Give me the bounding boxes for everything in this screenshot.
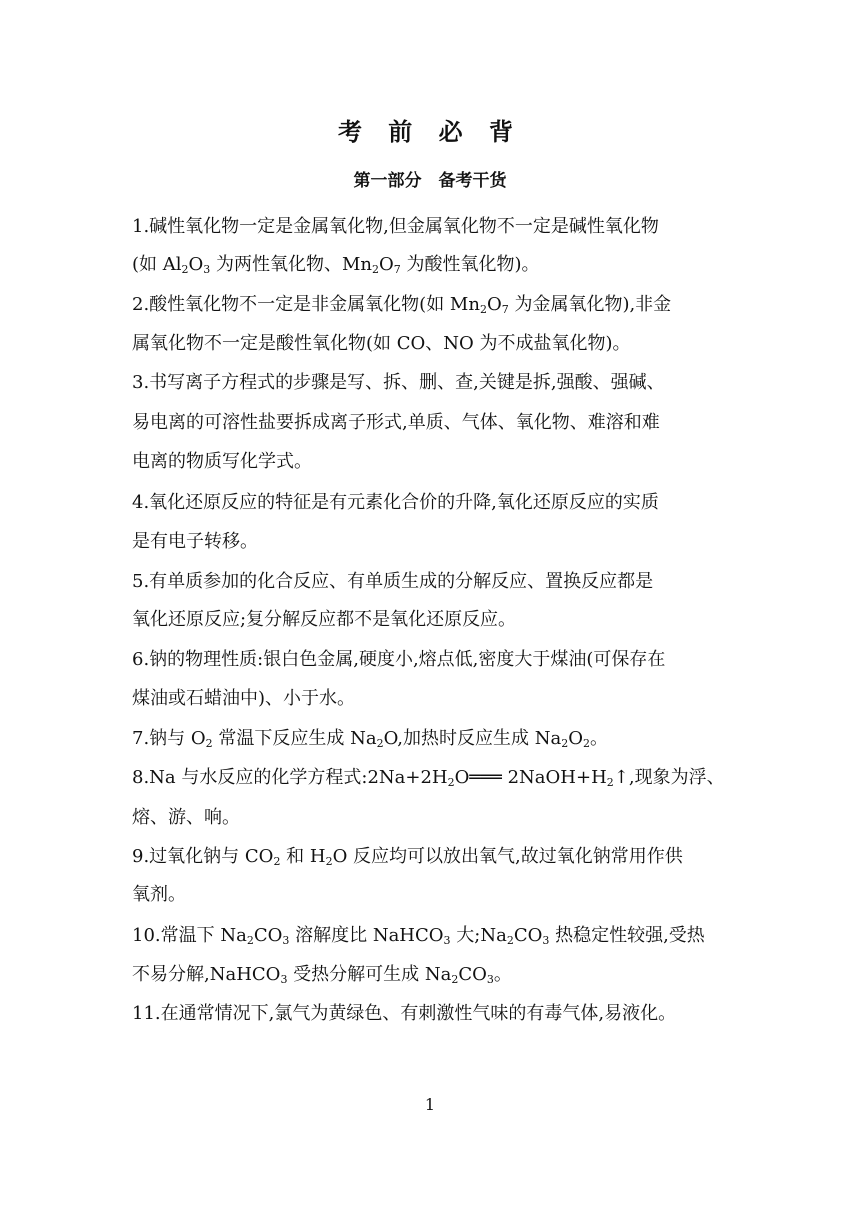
text-line: 8.Na 与水反应的化学方程式$:2Na+2H_2O═══$ $2NaOH+H_2↑$,现象为浮、	[132, 767, 725, 789]
subscript: 3	[203, 263, 211, 276]
text-line: 不易分解,NaHCO$_3$ 受热分解可生成 $Na_2CO_3$。	[132, 964, 512, 986]
subscript: 2	[273, 855, 281, 868]
text-line: 1.碱性氧化物一定是金属氧化物,但金属氧化物不一定是碱性氧化物	[132, 216, 659, 237]
page-number: 1	[424, 1095, 436, 1114]
section-heading: 第一部分 备考干货	[353, 171, 507, 191]
text-line: 7.钠与 $O_2$ 常温下反应生成 $Na_2O$,加热时反应生成 $Na_2O_2$。	[132, 728, 608, 750]
subscript: 3	[443, 934, 451, 947]
text-line: 氧剂。	[132, 884, 186, 905]
subscript: 3	[486, 973, 494, 986]
text-line: 3.书写离子方程式的步骤是写、拆、删、查,关键是拆,强酸、强碱、	[132, 372, 665, 393]
text-line: 5.有单质参加的化合反应、有单质生成的分解反应、置换反应都是	[132, 571, 654, 592]
text-line: 9.过氧化钠与 $CO_2$ 和 $H_2O$ 反应均可以放出氧气,故过氧化钠常用作供	[132, 846, 683, 868]
subscript: 2	[325, 855, 333, 868]
text-line: 氧化还原反应;复分解反应都不是氧化还原反应。	[132, 609, 517, 630]
text-line: 4.氧化还原反应的特征是有元素化合价的升降,氧化还原反应的实质	[132, 492, 659, 513]
subscript: 2	[506, 934, 514, 947]
text-line: 易电离的可溶性盐要拆成离子形式,单质、气体、氧化物、难溶和难	[132, 412, 660, 433]
text-line: 6.钠的物理性质:银白色金属,硬度小,熔点低,密度大于煤油(可保存在	[132, 649, 666, 670]
subscript: 2	[181, 263, 189, 276]
text-line: 属氧化物不一定是酸性氧化物(如 CO、NO 为不成盐氧化物)。	[132, 333, 631, 354]
subscript: 3	[542, 934, 550, 947]
text-line: 10.常温下 $Na_2CO_3$ 溶解度比 NaHCO$_3$ 大$;Na_2CO_3$ 热稳定性较强,受热	[132, 925, 705, 947]
subscript: 2	[606, 776, 614, 789]
text-line: 是有电子转移。	[132, 531, 258, 552]
subscript: 2	[447, 776, 455, 789]
subscript: 2	[246, 934, 254, 947]
subscript: 7	[393, 263, 401, 276]
subscript: 2	[451, 973, 459, 986]
text-line: 2.酸性氧化物不一定是非金属氧化物(如 $Mn_2O_7$ 为金属氧化物),非金	[132, 294, 672, 316]
subscript: 2	[561, 737, 569, 750]
subscript: 3	[280, 973, 288, 986]
subscript: 7	[501, 303, 509, 316]
text-line: 煤油或石蜡油中)、小于水。	[132, 688, 356, 709]
subscript: 2	[583, 737, 590, 750]
subscript: 2	[376, 737, 384, 750]
page-title: 考 前 必 背	[337, 118, 523, 146]
subscript: 2	[205, 737, 213, 750]
subscript: 3	[282, 934, 290, 947]
text-line: 电离的物质写化学式。	[132, 451, 312, 472]
text-line: 11.在通常情况下,氯气为黄绿色、有刺激性气味的有毒气体,易液化。	[132, 1003, 677, 1024]
text-line: 熔、游、响。	[132, 807, 240, 828]
text-line: (如 $Al_2O_3$ 为两性氧化物、$Mn_2O_7$ 为酸性氧化物)。	[132, 254, 540, 276]
subscript: 2	[479, 303, 487, 316]
subscript: 2	[372, 263, 380, 276]
